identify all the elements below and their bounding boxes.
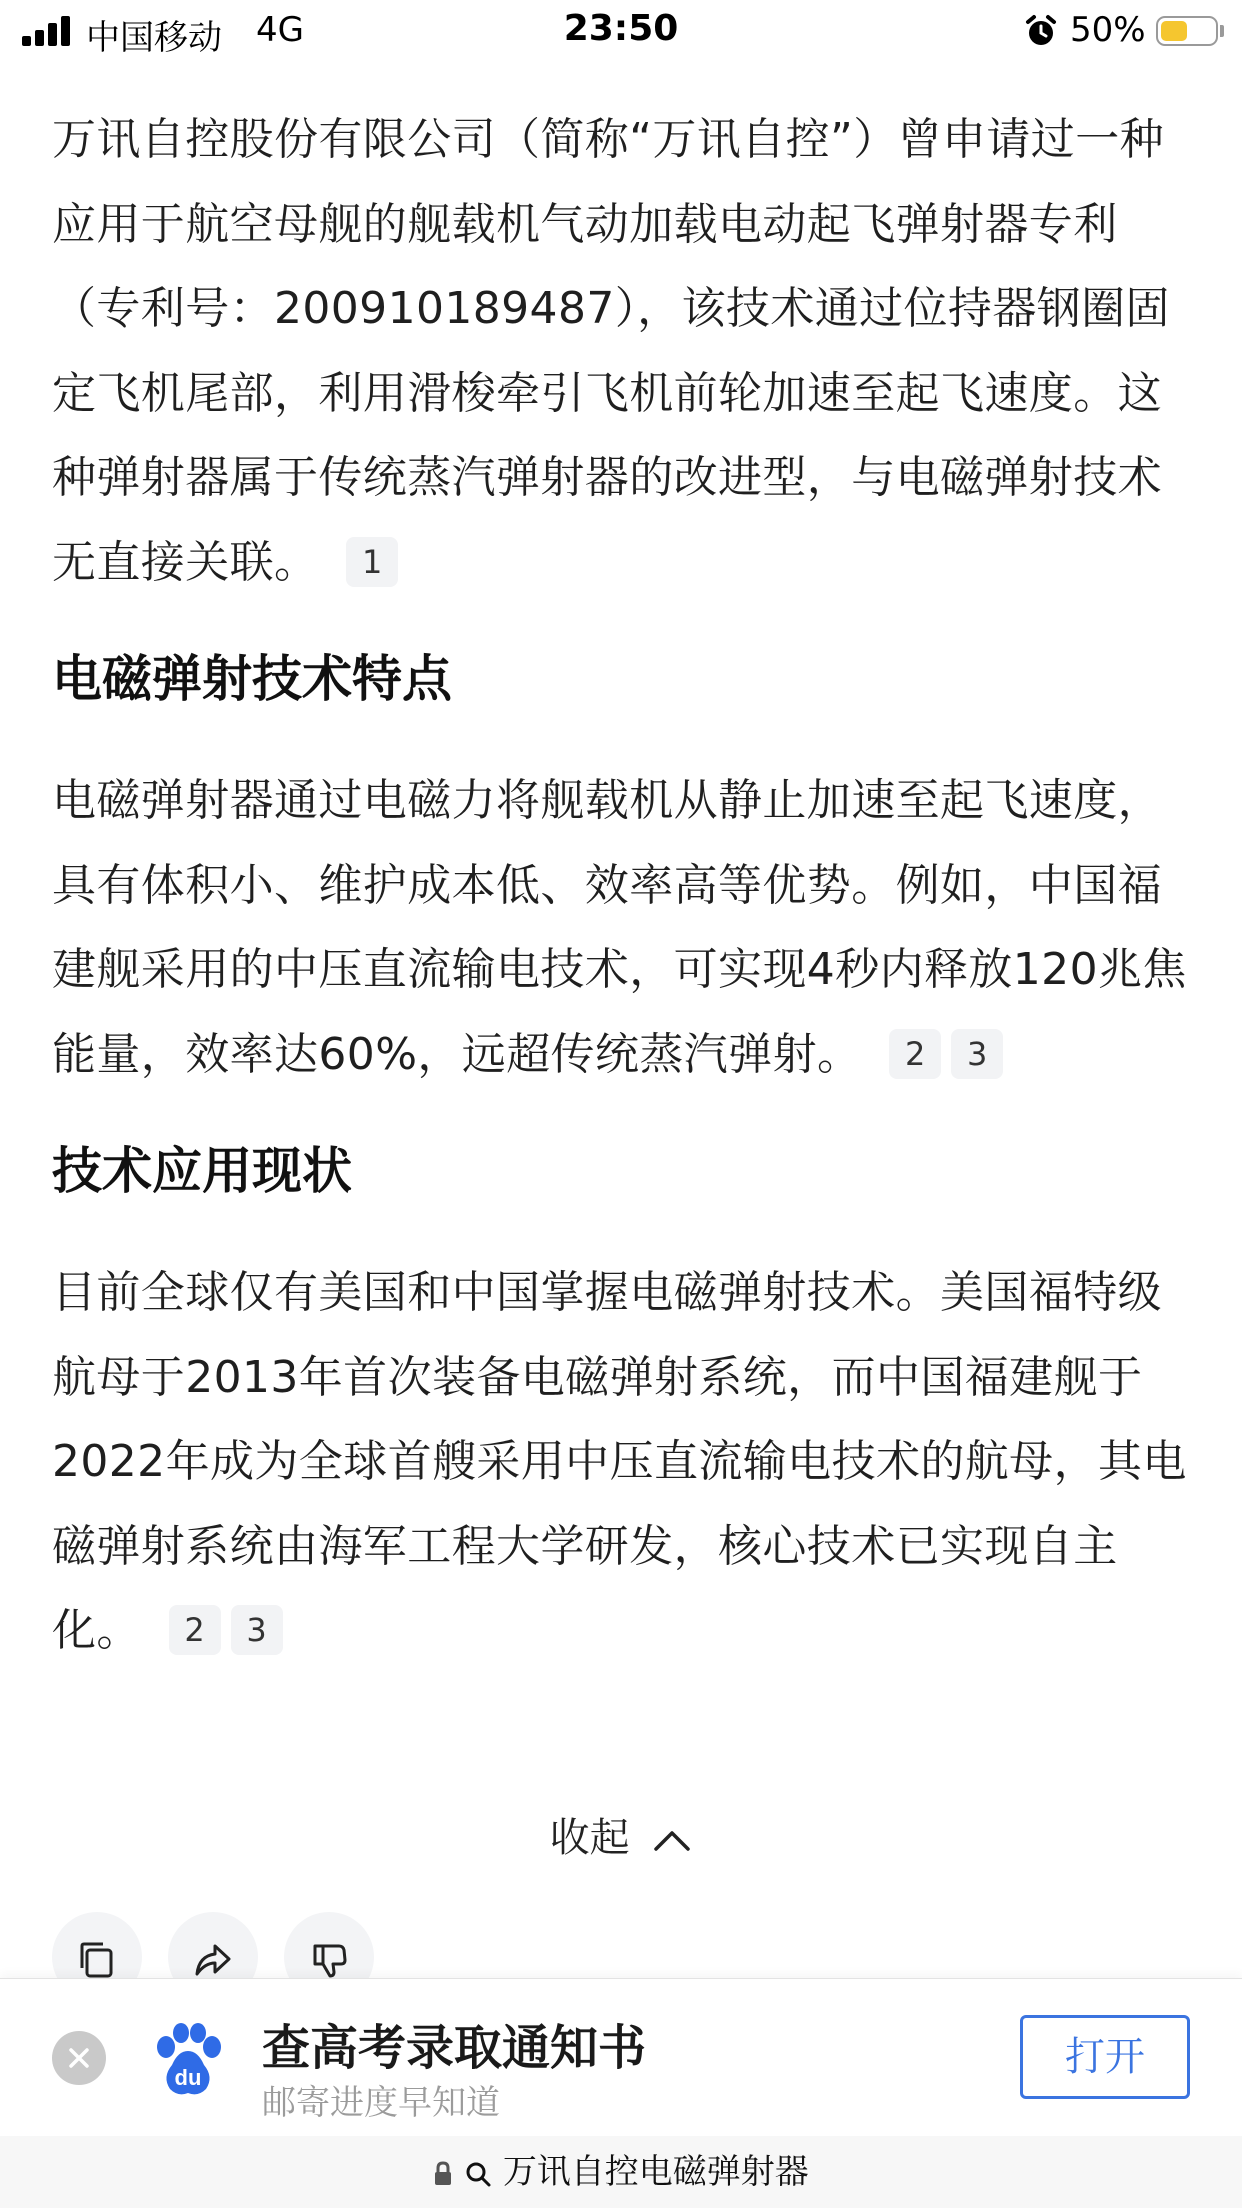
banner-title: 查高考录取通知书 (262, 2020, 647, 2076)
status-paragraph (52, 1251, 1202, 1674)
citation-badge[interactable]: 3 (951, 1029, 1003, 1079)
status-bar (0, 0, 1242, 64)
collapse-button[interactable] (0, 1806, 1242, 1863)
battery-cap (1220, 25, 1224, 37)
close-icon (68, 2047, 90, 2069)
clock: 23:50 (563, 8, 679, 49)
citation-badge[interactable]: 3 (231, 1605, 283, 1655)
battery-level-fill (1161, 21, 1187, 41)
carrier-name: 中国移动 (86, 18, 222, 58)
citation-badge[interactable]: 2 (889, 1029, 941, 1079)
copy-icon (77, 1940, 117, 1980)
lock-icon (433, 2161, 453, 2187)
intro-text: 万讯自控股份有限公司（简称“万讯自控”）曾申请过一种应用于航空母舰的舰载机气动加载电动起飞弹射器专利（专利号：200910189487），该技术通过位持器钢圈固定飞机尾部，利用滑梭牵引飞机前轮加速至起飞速度。这种弹射器属于传统蒸汽弹射器的改进型，与电磁弹射技术无直接关联。 (52, 114, 1170, 588)
chevron-up-icon (652, 1827, 692, 1853)
battery-icon (1156, 16, 1218, 46)
network-type: 4G (256, 10, 304, 50)
search-query: 万讯自控电磁弹射器 (502, 2152, 809, 2192)
section-heading-features: 电磁弹射技术特点 (52, 650, 452, 708)
status-text: 目前全球仅有美国和中国掌握电磁弹射技术。美国福特级航母于2013年首次装备电磁弹射系统，而中国福建舰于2022年成为全球首艘采用中压直流输电技术的航母，其电磁弹射系统由海军工程大学研发，核心技术已实现自主化。 (52, 1267, 1187, 1656)
intro-paragraph (52, 98, 1202, 605)
share-icon (193, 1940, 233, 1980)
citation-badge[interactable]: 2 (169, 1605, 221, 1655)
close-banner-button[interactable] (52, 2031, 106, 2085)
open-app-button[interactable]: 打开 (1020, 2015, 1190, 2099)
dislike-icon (309, 1940, 349, 1980)
section-heading-status: 技术应用现状 (52, 1142, 352, 1200)
alarm-icon (1024, 14, 1058, 48)
battery-percent: 50% (1070, 10, 1146, 50)
app-promo-banner (0, 1978, 1242, 2137)
svg-text:du: du (174, 2065, 202, 2090)
answer-content (52, 98, 1202, 1674)
search-icon (464, 2160, 492, 2188)
collapse-label: 收起 (549, 1815, 630, 1861)
url-bar[interactable] (0, 2136, 1242, 2208)
citation-badge[interactable]: 1 (346, 537, 398, 587)
banner-subtitle: 邮寄进度早知道 (262, 2083, 500, 2123)
features-paragraph (52, 759, 1202, 1097)
baidu-paw-logo (148, 2021, 228, 2101)
features-text: 电磁弹射器通过电磁力将舰载机从静止加速至起飞速度，具有体积小、维护成本低、效率高等优势。例如，中国福建舰采用的中压直流输电技术，可实现4秒内释放120兆焦能量，效率达60%，远超传统蒸汽弹射。 (52, 775, 1187, 1080)
